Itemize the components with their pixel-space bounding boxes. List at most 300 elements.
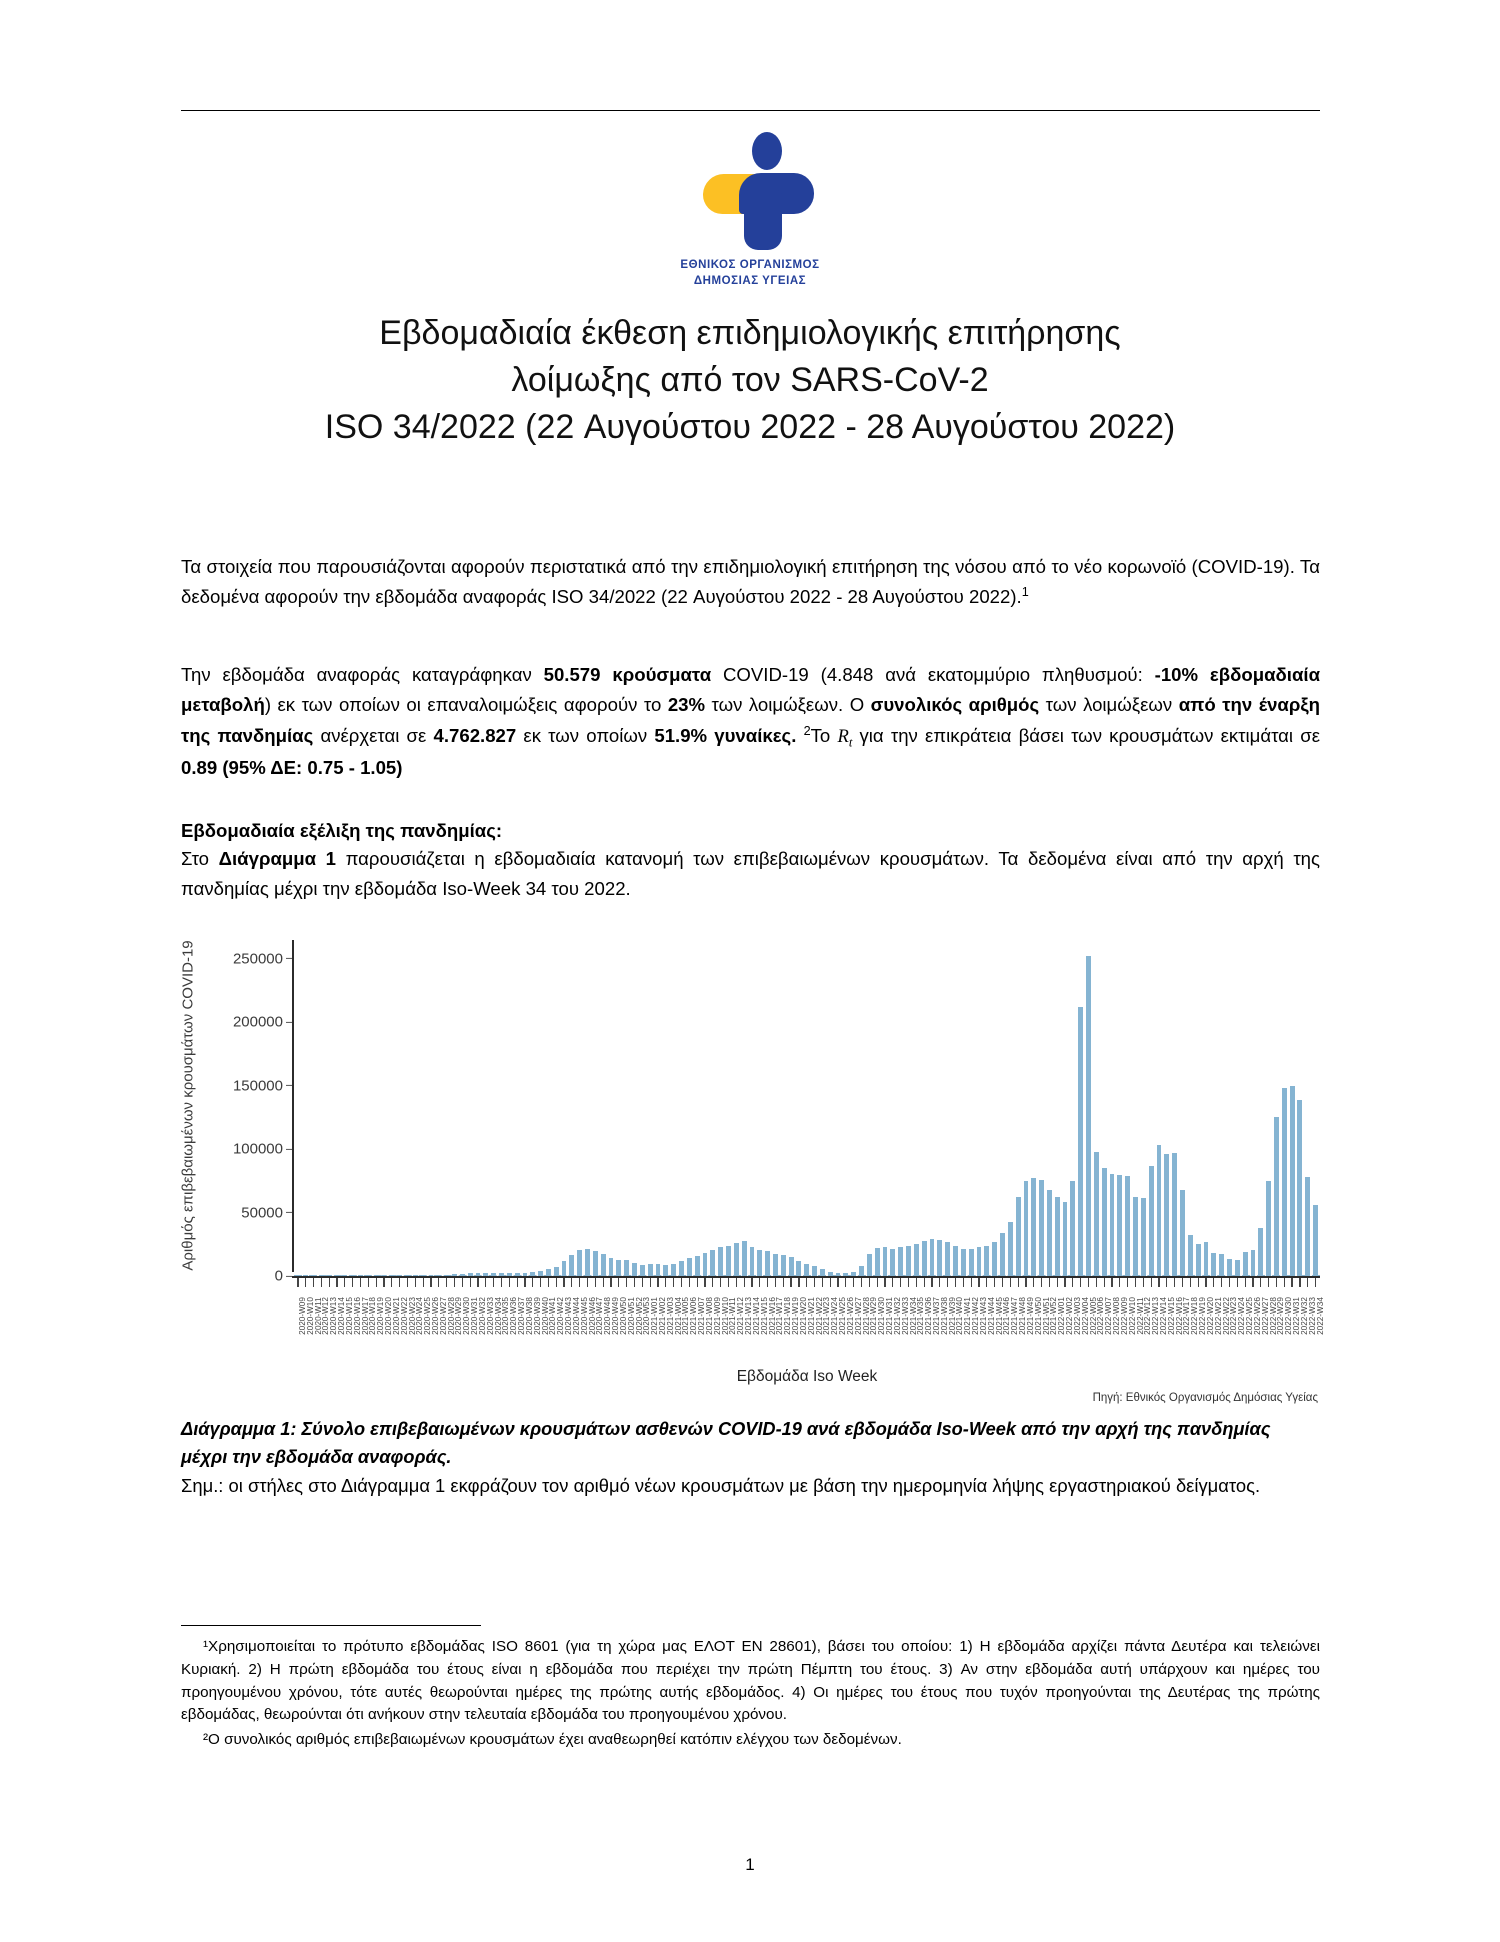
xlab-slot [419,1288,433,1364]
bar-slot [858,946,866,1276]
rt-variable [837,725,853,750]
x-axis-tick-label: 2021-W46 [1002,1297,1012,1335]
bar [1008,1222,1013,1276]
bar [1094,1152,1099,1276]
x-tick-mark [697,1278,698,1287]
x-tick-mark [1252,1278,1253,1287]
x-tick-mark [1213,1278,1214,1287]
x-tick-mark [430,1278,431,1287]
bar [616,1260,621,1277]
figure-reference-link[interactable]: Διάγραμμα 1 [218,848,337,869]
tick-slot [1304,1278,1312,1287]
tick-slot [779,1278,787,1287]
x-axis-tick-label: 2020-W35 [501,1297,511,1335]
x-tick-mark [501,1278,502,1287]
bar-slot [654,946,662,1276]
x-axis-tick-label: 2020-W28 [446,1297,456,1335]
bar [789,1257,794,1276]
xlab-slot [842,1288,855,1364]
tick-slot [607,1278,615,1287]
figure-caption [181,1415,1320,1501]
bar-slot [505,946,513,1276]
statistics-paragraph [181,660,1320,783]
bar-slot [380,946,388,1276]
bar-slot [474,946,482,1276]
tick-slot [928,1278,936,1287]
xlab-slot [310,1288,323,1364]
xlab-slot [451,1288,464,1364]
chart-source-note: Πηγή: Εθνικός Οργανισμός Δημόσιας Υγείας [1092,1392,1318,1404]
x-axis-tick-label: 2022-W01 [1057,1297,1067,1335]
x-tick-mark [1291,1278,1292,1287]
xlab-slot [372,1288,386,1364]
bar [1258,1228,1263,1276]
xlab-slot [1069,1288,1082,1364]
x-axis-tick-label: 2021-W10 [720,1297,730,1335]
x-tick-mark [712,1278,713,1287]
bar [734,1243,739,1276]
x-axis-tick-label: 2021-W02 [658,1297,667,1335]
bar-slot [537,946,545,1276]
tick-slot [404,1278,412,1287]
x-tick-mark [939,1278,940,1287]
x-tick-mark [798,1278,799,1287]
bar-slot [936,946,944,1276]
bar [843,1273,848,1276]
page-title-line3: ISO 34/2022 (22 Αυγούστου 2022 - 28 Αυγούστου 2022) [324,407,1176,446]
xlab-slot [1218,1288,1231,1364]
xlab-slot [1312,1288,1325,1364]
xlab-slot [1265,1288,1278,1364]
bar [499,1273,504,1276]
xlab-slot [803,1288,816,1364]
tick-slot [1280,1278,1288,1287]
tick-slot [646,1278,654,1287]
x-axis-tick-label: 2021-W03 [665,1297,675,1335]
tick-slot [537,1278,545,1287]
x-axis-tick-label: 2022-W32 [1299,1297,1309,1335]
x-tick-mark [1221,1278,1222,1287]
x-axis-tick-label: 2022-W25 [1245,1297,1255,1335]
x-axis-tick-label: 2021-W41 [963,1297,973,1335]
xlab-slot [811,1288,824,1364]
bar [671,1264,676,1276]
weekly-change-value: -10% εβδομαδιαία μεταβολή [181,664,1320,716]
x-axis-tick-label: 2021-W05 [681,1297,691,1335]
x-tick-mark [329,1278,330,1287]
tick-slot [333,1278,341,1287]
x-tick-mark [438,1278,439,1287]
tick-slot [1218,1278,1226,1287]
bar-slot [490,946,498,1276]
bar-slot [560,946,568,1276]
xlab-slot [1171,1288,1184,1364]
bar-slot [920,946,928,1276]
tick-slot [654,1278,662,1287]
x-tick-mark [407,1278,408,1287]
xlab-slot [732,1288,746,1364]
x-axis-tick-label: 2020-W14 [337,1297,347,1335]
tick-slot [1139,1278,1147,1287]
xlab-slot [498,1288,511,1364]
bar [890,1249,895,1276]
bar-slot [623,946,631,1276]
tick-slot [1077,1278,1085,1287]
tick-slot [1202,1278,1210,1287]
intro-paragraph-text [181,552,1320,613]
x-axis-tick-label: 2020-W15 [344,1297,354,1335]
x-axis-tick-label: 2020-W37 [517,1297,527,1335]
bar [828,1272,833,1276]
tick-slot [1116,1278,1124,1287]
x-tick-mark [376,1278,377,1287]
tick-slot [772,1278,780,1287]
bar [1235,1260,1240,1277]
xlab-slot [991,1288,1004,1364]
bar [1102,1168,1107,1276]
tick-slot [1108,1278,1116,1287]
bar-slot [928,946,936,1276]
bar-slot [740,946,748,1276]
stats-seg-7: εκ των οποίων [516,724,655,746]
x-axis-tick-label: 2021-W31 [885,1297,895,1335]
xlab-slot [404,1288,417,1364]
xlab-slot [999,1288,1012,1364]
xlab-slot [685,1288,699,1364]
bar-slot [411,946,419,1276]
tick-slot [905,1278,913,1287]
x-tick-mark [1276,1278,1277,1287]
bar-slot [905,946,913,1276]
logo-blue-body-shape [744,190,782,250]
bar-slot [1273,946,1281,1276]
bar-slot [1155,946,1163,1276]
bar-slot [1186,946,1194,1276]
reinfection-rate-value: 23% [667,694,706,716]
bar-slot [811,946,819,1276]
bar [342,1275,347,1276]
tick-slot [1014,1278,1022,1287]
tick-slot [826,1278,834,1287]
bar [577,1250,582,1276]
bar-slot [427,946,435,1276]
x-axis-tick-label: 2020-W18 [368,1297,378,1335]
x-tick-mark [313,1278,314,1287]
xlab-slot [1280,1288,1294,1364]
bar [742,1241,747,1276]
y-axis-title-text: Αριθμός επιβεβαιωμένων κρουσμάτων COVID-19 [179,939,197,1271]
tick-slot [1257,1278,1265,1287]
x-tick-mark [1307,1278,1308,1287]
tick-slot [748,1278,756,1287]
x-tick-mark [610,1278,611,1287]
x-tick-mark [665,1278,666,1287]
xlab-slot [584,1288,597,1364]
bar [295,1275,300,1276]
bar [953,1246,958,1276]
section-intro-text [181,844,1320,905]
chart-inner [179,939,1325,1410]
bar-slot [513,946,521,1276]
bar-slot [1030,946,1038,1276]
x-axis-tick-label: 2021-W50 [1033,1297,1043,1335]
xlab-slot [599,1288,613,1364]
xlab-slot [740,1288,754,1364]
women-percentage-value: 51.9% γυναίκες. [654,724,797,746]
bar-slot [1194,946,1202,1276]
x-axis-tick-label: 2020-W32 [477,1297,487,1335]
x-axis-tick-label: 2020-W26 [430,1297,440,1335]
bar [1031,1178,1036,1276]
bar-slot [983,946,991,1276]
x-axis-tick-label: 2022-W23 [1229,1297,1239,1335]
x-tick-mark [470,1278,471,1287]
tick-slot [599,1278,607,1287]
xlab-slot [1030,1288,1043,1364]
xlab-slot [725,1288,738,1364]
x-tick-mark [391,1278,392,1287]
tick-slot [435,1278,443,1287]
bar [1219,1254,1224,1276]
xlab-slot [826,1288,840,1364]
xlab-slot [881,1288,895,1364]
bar-slot [584,946,592,1276]
bar-slot [944,946,952,1276]
bar [350,1275,355,1276]
bar [977,1247,982,1276]
bar-slot [341,946,349,1276]
x-tick-mark [869,1278,870,1287]
xlab-slot [615,1288,628,1364]
tick-slot [380,1278,388,1287]
bar [1164,1154,1169,1276]
bar-slot [1046,946,1054,1276]
bar [1125,1176,1130,1276]
bar-slot [865,946,873,1276]
tick-slot [419,1278,427,1287]
x-tick-mark [548,1278,549,1287]
bar-slot [443,946,451,1276]
bar-slot [795,946,803,1276]
xlab-slot [772,1288,785,1364]
xlab-slot [1116,1288,1129,1364]
tick-slot [638,1278,646,1287]
x-axis-tick-label: 2021-W14 [751,1297,761,1335]
x-axis-tick-label: 2021-W26 [845,1297,855,1335]
x-tick-mark [704,1278,705,1287]
bar [1039,1180,1044,1276]
tick-slot [1194,1278,1202,1287]
tick-slot [740,1278,748,1287]
x-tick-mark [1080,1278,1081,1287]
y-tick-label: 250000 [232,950,283,968]
x-tick-mark [642,1278,643,1287]
x-tick-mark [485,1278,486,1287]
rt-variable-subscript: t [848,735,853,750]
bar-slot [1085,946,1093,1276]
tick-slot [1147,1278,1155,1287]
xlab-slot [1006,1288,1020,1364]
tick-slot [474,1278,482,1287]
bar [718,1247,723,1276]
stats-seg-9: για την επικράτεια βάσει των κρουσμάτων εκτιμάται σε [852,724,1320,746]
bar-slot [482,946,490,1276]
xlab-slot [764,1288,777,1364]
x-axis-tick-label: 2022-W28 [1268,1297,1278,1335]
x-axis-tick-label: 2021-W16 [767,1297,777,1335]
bar [812,1266,817,1276]
x-axis-tick-label: 2020-W34 [493,1297,503,1335]
tick-slot [850,1278,858,1287]
bar [1110,1174,1115,1276]
bar-slot [1108,946,1116,1276]
tick-slot [975,1278,983,1287]
tick-slot [952,1278,960,1287]
stats-seg-6: ανέρχεται σε [313,724,434,746]
x-axis-tick-label: 2022-W33 [1307,1297,1317,1335]
x-tick-mark [1182,1278,1183,1287]
x-axis-tick-label: 2022-W08 [1112,1297,1122,1335]
x-axis-tick-label: 2020-W46 [587,1297,597,1335]
bar-slot [1147,946,1155,1276]
bar [1266,1181,1271,1276]
bar-slot [967,946,975,1276]
x-tick-mark [783,1278,784,1287]
bar-slot [959,946,967,1276]
bar [750,1247,755,1276]
x-axis-tick-label: 2020-W47 [595,1297,605,1335]
x-axis-tick-label: 2021-W33 [900,1297,910,1335]
x-tick-mark [1284,1278,1285,1287]
tick-slot [670,1278,678,1287]
x-tick-mark [517,1278,518,1287]
x-tick-mark [830,1278,831,1287]
bar-slot [850,946,858,1276]
xlab-slot [912,1288,926,1364]
tick-slot [310,1278,318,1287]
x-tick-mark [650,1278,651,1287]
tick-slot [818,1278,826,1287]
tick-slot [1171,1278,1179,1287]
bar-slot [576,946,584,1276]
x-tick-mark [454,1278,455,1287]
x-axis-tick-label: 2020-W43 [564,1297,574,1335]
x-tick-mark [971,1278,972,1287]
bar-slot [803,946,811,1276]
x-axis-tick-label: 2020-W31 [470,1297,480,1335]
total-number-label: συνολικός αριθμός [870,694,1040,716]
xlab-slot [654,1288,667,1364]
bar [358,1275,363,1276]
tick-slot [325,1278,333,1287]
bar-slot [685,946,693,1276]
tick-slot [1265,1278,1273,1287]
bar [687,1258,692,1276]
bar-slot [1202,946,1210,1276]
x-tick-mark [751,1278,752,1287]
x-axis-tick-label: 2021-W13 [744,1297,754,1335]
bar [374,1275,379,1276]
bar [851,1272,856,1276]
tick-slot [372,1278,380,1287]
x-tick-mark [681,1278,682,1287]
tick-slot [552,1278,560,1287]
stats-seg-5: των λοιμώξεων [1039,694,1179,716]
bar [1117,1175,1122,1276]
bar [945,1242,950,1276]
xlab-slot [638,1288,652,1364]
x-axis-tick-label: 2020-W39 [532,1297,542,1335]
bar-slot [498,946,506,1276]
tick-slot [709,1278,717,1287]
bar [1243,1252,1248,1276]
xlab-slot [591,1288,605,1364]
x-tick-mark [360,1278,361,1287]
xlab-slot [568,1288,581,1364]
tick-slot [1296,1278,1304,1287]
x-axis-tick-label: 2021-W06 [689,1297,699,1335]
bar-slot [1092,946,1100,1276]
bar-slot [1038,946,1046,1276]
xlab-slot [435,1288,448,1364]
organization-name [680,257,819,290]
xlab-slot [357,1288,370,1364]
bar-slot [1241,946,1249,1276]
xlab-slot [364,1288,378,1364]
bar [867,1254,872,1276]
bar [820,1269,825,1276]
stats-seg-2: COVID-19 (4.848 ανά εκατομμύριο πληθυσμού: [711,664,1155,685]
bar-slot [1116,946,1124,1276]
bar-slot [1022,946,1030,1276]
bar [937,1240,942,1276]
bar-slot [1006,946,1014,1276]
bar [515,1273,520,1276]
bar [1086,956,1091,1276]
x-tick-mark [916,1278,917,1287]
x-tick-mark [634,1278,635,1287]
tick-slot [959,1278,967,1287]
organization-name-line1: ΕΘΝΙΚΟΣ ΟΡΓΑΝΙΣΜΟΣ [680,259,820,271]
weekly-cases-value: 50.579 κρούσματα [543,664,712,685]
tick-slot [1233,1278,1241,1287]
x-axis-tick-label: 2021-W35 [916,1297,926,1335]
xlab-slot [490,1288,503,1364]
tick-slot [576,1278,584,1287]
tick-slot [1030,1278,1038,1287]
xlab-slot [818,1288,832,1364]
tick-slot [364,1278,372,1287]
bar-slot [709,946,717,1276]
xlab-slot [1186,1288,1200,1364]
xlab-slot [795,1288,808,1364]
tick-slot [693,1278,701,1287]
bar [656,1264,661,1276]
x-axis-tick-label: 2020-W20 [384,1297,394,1335]
tick-slot [1132,1278,1140,1287]
x-tick-mark [744,1278,745,1287]
bar [366,1275,371,1276]
bar-slot [1280,946,1288,1276]
x-axis-tick-label: 2020-W48 [603,1297,613,1335]
page-title-line1: Εβδομαδιαία έκθεση επιδημιολογικής επιτήρησης [379,314,1121,352]
bar [319,1275,324,1276]
tick-slot [615,1278,623,1287]
bar-slot [873,946,881,1276]
bar [397,1275,402,1276]
bar [1149,1166,1154,1276]
organization-name-line2: ΔΗΜΟΣΙΑΣ ΥΓΕΙΑΣ [693,275,807,288]
